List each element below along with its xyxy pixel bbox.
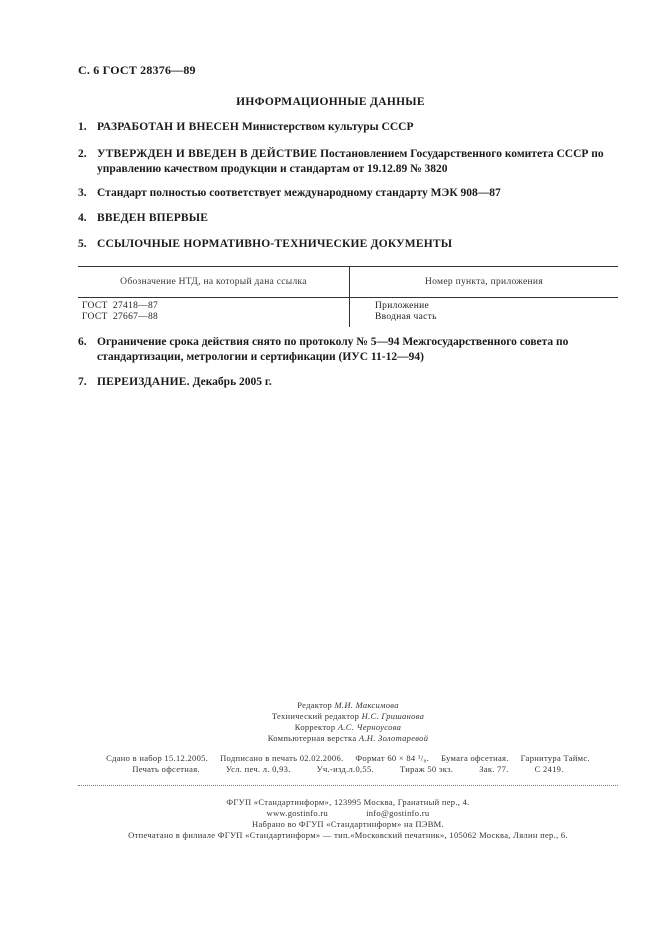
credit-line: [78, 711, 618, 722]
table-row: [78, 298, 618, 313]
publisher-contacts: [78, 808, 618, 819]
column-header-clause: Номер пункта, приложения: [350, 267, 619, 298]
info-item-1: [78, 120, 618, 135]
imprint-divider: [78, 785, 618, 786]
info-item-2: [78, 147, 618, 177]
typeset-note: Набрано во ФГУП «Стандартинформ» на ПЭВМ.: [252, 819, 444, 829]
publisher-address: ФГУП «Стандартинформ», 123995 Москва, Гранатный пер., 4.: [226, 797, 470, 807]
page-header: С. 6 ГОСТ 28376—89: [78, 63, 196, 77]
email-link: info@gostinfo.ru: [366, 808, 430, 818]
info-item-6: [78, 335, 618, 365]
credit-line: [78, 722, 618, 733]
print-detail: Сдано в набор 15.12.2005.: [106, 753, 209, 763]
item-number: 3.: [78, 187, 87, 199]
print-detail: Подписано в печать 02.02.2006.: [220, 753, 344, 763]
table-header-row: [78, 267, 618, 298]
credit-name: А.С. Черноусова: [337, 722, 402, 732]
item-text: Декабрь 2005 г.: [192, 376, 272, 388]
item-number: 2.: [78, 148, 87, 160]
item-text: Стандарт полностью соответствует международному стандарту МЭК 908—87: [97, 187, 501, 199]
table-row: [78, 312, 618, 327]
credit-role: Корректор: [294, 722, 336, 732]
credit-role: Технический редактор: [271, 711, 360, 721]
info-item-5: [78, 237, 618, 252]
print-detail: Усл. печ. л. 0,93.: [225, 764, 291, 774]
item-number: 4.: [78, 212, 87, 224]
item-number: 5.: [78, 238, 87, 250]
column-header-designation: Обозначение НТД, на который дана ссылка: [78, 267, 350, 298]
item-number: 1.: [78, 121, 87, 133]
printing-house-note: Отпечатано в филиале ФГУП «Стандартинформ» — тип.«Московский печатник», 105062 Москва, Лялин пер., 6.: [128, 830, 568, 840]
item-lead: ПЕРЕИЗДАНИЕ.: [97, 376, 190, 388]
publisher-info: [78, 797, 618, 841]
print-detail: Гарнитура Таймс.: [520, 753, 590, 763]
print-details: [78, 753, 618, 775]
item-text: Министерством культуры СССР: [241, 121, 414, 133]
print-detail: Печать офсетная.: [132, 764, 200, 774]
ntd-designation: ГОСТ 27667—88: [78, 312, 350, 327]
reference-documents-table: [78, 266, 618, 327]
print-detail: Уч.-изд.л.0,55.: [316, 764, 374, 774]
credit-line: [78, 733, 618, 744]
credit-line: [78, 700, 618, 711]
credit-name: М.И. Максимова: [334, 700, 399, 710]
website-link: www.gostinfo.ru: [266, 808, 329, 818]
credit-role: Компьютерная верстка: [267, 733, 357, 743]
item-lead: ССЫЛОЧНЫЕ НОРМАТИВНО-ТЕХНИЧЕСКИЕ ДОКУМЕНТЫ: [97, 238, 453, 250]
item-number: 7.: [78, 376, 87, 388]
editorial-credits: [78, 700, 618, 744]
print-detail: Формат 60 × 84 ¹/₈.: [355, 753, 430, 763]
info-item-3: [78, 186, 618, 201]
print-detail: Тираж 50 экз.: [399, 764, 454, 774]
print-details-line: [78, 764, 618, 775]
info-item-7: [78, 375, 618, 390]
info-item-4: [78, 211, 618, 226]
credit-name: Н.С. Гришанова: [361, 711, 425, 721]
print-details-line: [78, 753, 618, 764]
item-lead: УТВЕРЖДЕН И ВВЕДЕН В ДЕЙСТВИЕ: [97, 148, 318, 160]
item-text: Ограничение срока действия снято по протоколу № 5—94 Межгосударственного совета по стандартизации, метрологии и сертификации (ИУС 11-12—94): [97, 336, 569, 363]
item-number: 6.: [78, 336, 87, 348]
credit-name: А.Н. Золотаревой: [358, 733, 429, 743]
ntd-clause: Приложение: [375, 301, 429, 311]
print-detail: Бумага офсетная.: [441, 753, 509, 763]
print-detail: Зак. 77.: [479, 764, 509, 774]
section-title: ИНФОРМАЦИОННЫЕ ДАННЫЕ: [236, 96, 425, 108]
credit-role: Редактор: [297, 700, 333, 710]
ntd-designation: ГОСТ 27418—87: [78, 298, 350, 313]
item-lead: РАЗРАБОТАН И ВНЕСЕН: [97, 121, 240, 133]
item-lead: ВВЕДЕН ВПЕРВЫЕ: [97, 212, 209, 224]
print-detail: С 2419.: [534, 764, 564, 774]
ntd-clause: Вводная часть: [375, 312, 437, 322]
item-text: Постановлением Государственного комитета СССР по управлению качеством продукции и стандартам от 19.12.89 № 3820: [97, 148, 604, 175]
